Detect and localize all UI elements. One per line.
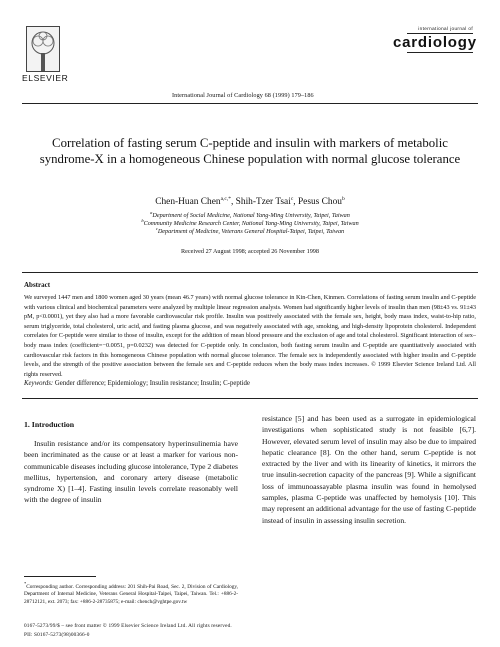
footnote-text: Corresponding author. Corresponding address: 201 Shih-Pai Road, Sec. 2, Division of Cardiology, Department of Internal Medicine, Veterans General Hospital-Taipei, Taipei, Taiwan. Tel.: +886-2-28712121, ext. 2073; fax: +886-2-28735875; e-mail: chench@vghtpe.gov.tw [24, 583, 238, 605]
brand-rule-bottom [407, 52, 473, 53]
footnote-mark: * [24, 581, 27, 586]
article-title: Correlation of fasting serum C-peptide and insulin with markers of metabolic syndrome-X in a homogeneous Chinese population with normal glucose tolerance [39, 136, 461, 166]
section-heading: 1. Introduction [24, 420, 75, 429]
footnote [24, 580, 238, 607]
keywords [24, 380, 476, 387]
journal-brand [393, 26, 477, 51]
affiliation-c-text: Department of Medicine, Veterans General Hospital-Taipei, Taipei, Taiwan [157, 228, 345, 236]
abstract-text: We surveyed 1447 men and 1800 women aged 30 years (mean 46.7 years) with normal glucose tolerance in Kin-Chen, Kinmen. Correlations of fasting serum insulin and C-peptide with various clinical and biochemical parameters were analyzed by multiple linear regression analysis. Women had significantly higher levels of insulin than men (98±43 vs. 91±43 pM, p<0.0001), yet they also had a more favorable cardiovascular risk profile. Insulin was positively associated with the female sex, height, body mass index, waist-to-hip ratio, serum triglyceride, total cholesterol, uric acid, and fasting plasma glucose, and was negatively associated with age, smoking, and high-density lipoprotein cholesterol. Independent correlates for C-peptide were similar to those of insulin, except for the addition of mean blood pressure and the exclusion of age and total cholesterol. Significant interaction of sex–body mass index (coefficient=−0.0051, p=0.0232) was detected for C-peptide only. In conclusion, both fasting serum insulin and C-peptide are quantitatively associated with cardiovascular risk factors in this homogeneous Chinese population with normal glucose tolerance. The female sex is independently associated with higher insulin and C-peptide levels, and the strength of the positive association between the female sex and C-peptide reduces when the body mass index increases. © 1999 Elsevier Science Ireland Ltd. All rights reserved. [24, 294, 476, 378]
brand-main: cardiology [393, 34, 477, 51]
affiliation-b-text: Community Medicine Research Center, National Yang-Ming University, Taipei, Taiwan [143, 220, 359, 228]
copyright-line: 0167-5273/99/$ – see front matter © 1999 Elsevier Science Ireland Ltd. All rights reserved. [24, 623, 232, 629]
affiliation-a-text: Department of Social Medicine, National Yang-Ming University, Taipei, Taiwan [152, 212, 350, 220]
author-list [30, 196, 470, 207]
publisher-name: ELSEVIER [22, 73, 69, 83]
body-column-left: Insulin resistance and/or its compensatory hyperinsulinemia have been incriminated as the cause or at least a marker for various non-communicable diseases including glucose intolerance, Type 2 diabetes mellitus, hypertension, and coronary artery disease (metabolic syndrome X) [1–4]. Fasting insulin levels correlate reasonably well with the degree of insulin [24, 439, 238, 505]
brand-top: international journal of [418, 26, 473, 31]
affiliation-a-sup: a [150, 210, 153, 215]
abstract-heading: Abstract [24, 281, 51, 289]
body-column-right: resistance [5] and has been used as a surrogate in epidemiological investigations when sophisticated study is not feasible [6,7]. However, elevated serum level of insulin may also be due to impaired hepatic clearance [8]. On the other hand, serum C-peptide is not extracted by the liver and with its linearity of kinetics, it mirrors the true insulin-secretion capacity of the pancreas [9]. While a significant loss of immunoassayable plasma insulin was found in hemolysed samples, plasma C-peptide was unaffected by hemolysis [10]. This may represent an additional advantage for the use of fasting C-peptide instead of insulin in assessing insulin secretion. [262, 414, 476, 525]
journal-citation: International Journal of Cardiology 68 (1999) 179–186 [172, 92, 314, 99]
affiliation-c-sup: c [155, 226, 158, 231]
affiliation-c [30, 226, 470, 235]
publisher-logo [22, 26, 69, 88]
author-2: , Shih-Tzer Tsai [230, 197, 291, 208]
tree-icon [26, 26, 60, 72]
abstract-rule-top [22, 272, 478, 273]
keywords-text: Gender difference; Epidemiology; Insulin resistance; Insulin; C-peptide [53, 380, 250, 387]
abstract-rule-bottom [22, 398, 478, 399]
keywords-label: Keywords: [24, 380, 54, 387]
pii-line: PII: S0167-5273(98)00366-0 [24, 632, 90, 638]
author-1: Chen-Huan Chen [155, 197, 221, 208]
author-2-sup: c [290, 196, 294, 202]
brand-rule-top [407, 33, 473, 34]
affiliation-b-sup: b [141, 218, 144, 223]
footnote-rule [24, 576, 96, 577]
header-rule [22, 103, 478, 104]
author-3: , Pesus Chou [293, 197, 342, 208]
author-1-sup: a,c,* [220, 196, 231, 202]
received-dates: Received 27 August 1998; accepted 26 November 1998 [181, 248, 319, 255]
author-3-sup: b [342, 196, 345, 202]
